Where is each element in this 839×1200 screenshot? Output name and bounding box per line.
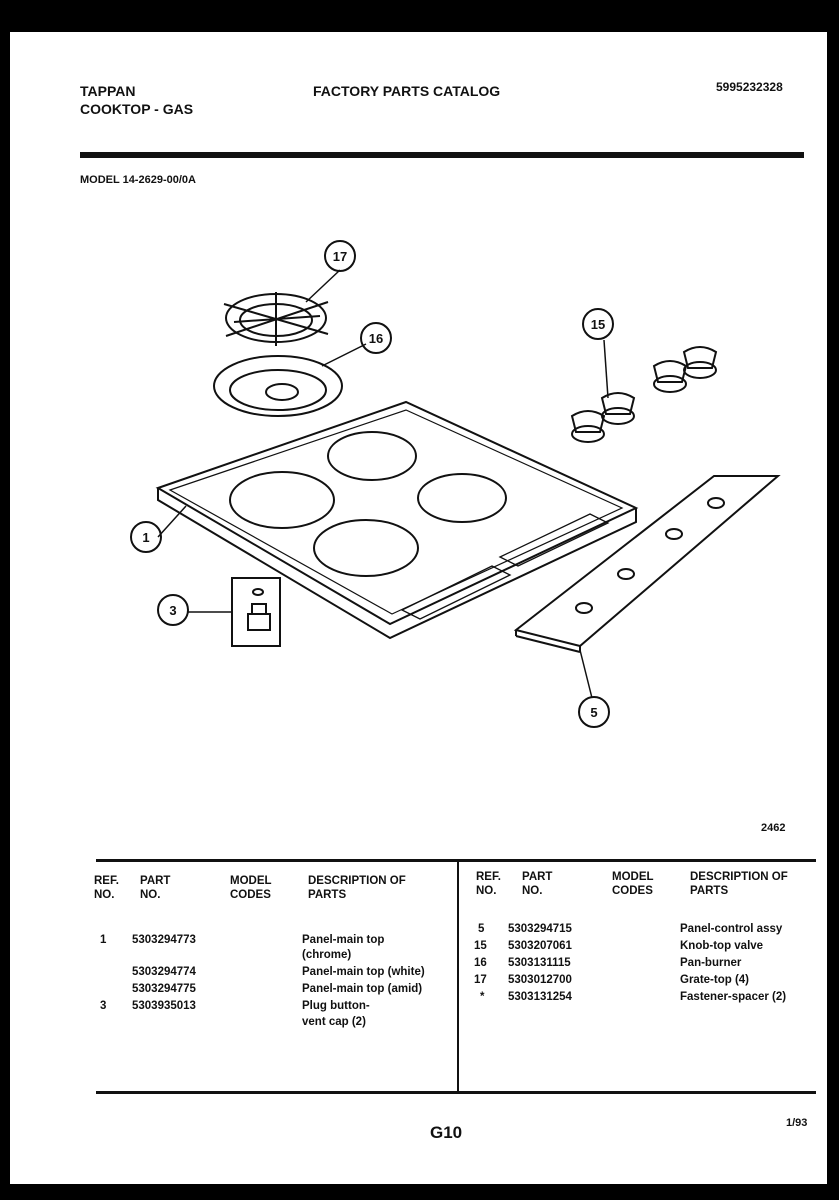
row-desc: Panel-control assy xyxy=(680,923,783,935)
drawing-number: 2462 xyxy=(761,822,786,834)
row-part: 5303131254 xyxy=(508,991,572,1003)
col-header-codes: MODEL CODES xyxy=(612,871,654,897)
revision-date: 1/93 xyxy=(786,1117,808,1129)
catalog-number: 5995232328 xyxy=(716,80,783,94)
col-header-ref: REF. NO. xyxy=(94,875,119,901)
col-header-part: PART NO. xyxy=(522,871,553,897)
row-desc: Fastener-spacer (2) xyxy=(680,991,787,1003)
main-top-panel xyxy=(158,402,636,638)
col-header-desc: DESCRIPTION OF PARTS xyxy=(308,875,406,901)
product-name: COOKTOP - GAS xyxy=(80,101,194,117)
exploded-parts-diagram xyxy=(10,32,827,792)
callout-5: 5 xyxy=(590,705,598,720)
catalog-title: FACTORY PARTS CATALOG xyxy=(313,83,501,99)
row-ref: * xyxy=(480,991,485,1003)
col-header-part: PART NO. xyxy=(140,875,171,901)
col-header-desc: DESCRIPTION OF PARTS xyxy=(690,871,788,897)
table-divider xyxy=(457,859,459,1091)
table-top-rule xyxy=(96,859,816,862)
row-desc-cont: vent cap (2) xyxy=(302,1016,366,1028)
row-ref: 3 xyxy=(100,1000,107,1012)
page-code: G10 xyxy=(430,1123,463,1142)
row-ref: 1 xyxy=(100,934,107,946)
callout-3: 3 xyxy=(169,603,177,618)
row-ref: 17 xyxy=(474,974,487,986)
row-desc: Panel-main top (amid) xyxy=(302,983,423,995)
callout-17: 17 xyxy=(332,249,348,264)
row-desc: Knob-top valve xyxy=(680,940,764,952)
callout-15: 15 xyxy=(590,317,606,332)
control-knobs xyxy=(572,347,716,442)
col-header-ref: REF. NO. xyxy=(476,871,501,897)
row-part: 5303131115 xyxy=(508,957,571,969)
row-part: 5303294773 xyxy=(132,934,196,946)
catalog-page xyxy=(10,32,827,1184)
plug-button-detail xyxy=(232,578,280,646)
row-part: 5303012700 xyxy=(508,974,572,986)
row-ref: 5 xyxy=(478,923,485,935)
row-desc-cont: (chrome) xyxy=(302,949,352,961)
row-part: 5303207061 xyxy=(508,940,572,952)
col-header-codes: MODEL CODES xyxy=(230,875,272,901)
row-desc: Plug button- xyxy=(302,1000,370,1012)
row-part: 5303294774 xyxy=(132,966,196,978)
row-part: 5303294775 xyxy=(132,983,196,995)
row-desc: Grate-top (4) xyxy=(680,974,749,986)
model-number: MODEL 14-2629-00/0A xyxy=(80,174,196,186)
row-part: 5303935013 xyxy=(132,1000,196,1012)
row-desc: Panel-main top xyxy=(302,934,385,946)
row-ref: 15 xyxy=(474,940,487,952)
control-panel xyxy=(516,476,778,652)
row-desc: Pan-burner xyxy=(680,957,742,969)
grate xyxy=(224,292,328,346)
row-ref: 16 xyxy=(474,957,487,969)
brand-name: TAPPAN xyxy=(80,83,136,99)
table-bottom-rule xyxy=(96,1091,816,1094)
row-desc: Panel-main top (white) xyxy=(302,966,425,978)
callout-1: 1 xyxy=(142,530,150,545)
callout-16: 16 xyxy=(368,331,384,346)
row-part: 5303294715 xyxy=(508,923,572,935)
